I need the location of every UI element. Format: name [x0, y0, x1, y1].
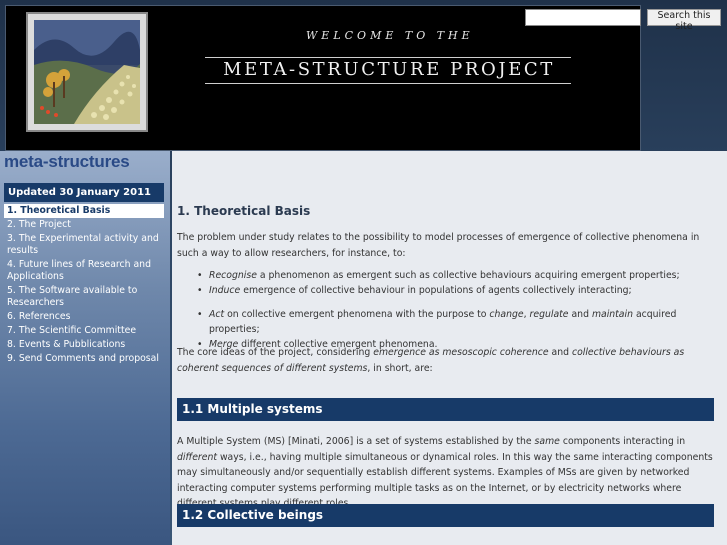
logo-painting	[26, 12, 148, 132]
sidebar-item-send-comments[interactable]: 9. Send Comments and proposal	[7, 353, 159, 364]
list-item: • Induce emergence of collective behaviour in populations of agents collectively interacting;	[197, 283, 717, 298]
title-rule-bottom	[205, 83, 571, 84]
header-banner	[5, 5, 641, 151]
sidebar-item-theoretical-basis[interactable]: 1. Theoretical Basis	[4, 204, 164, 218]
intro-paragraph: The problem under study relates to the possibility to model processes of emergence of collective phenomena in such a way to allow researchers, for instance, to:	[177, 232, 700, 259]
search-button[interactable]: Search this site	[647, 9, 721, 26]
sidebar-item-events[interactable]: 8. Events & Pubblications	[7, 339, 126, 350]
site-name[interactable]: meta-structures	[4, 152, 130, 171]
section-heading-multiple-systems: 1.1 Multiple systems	[177, 398, 714, 421]
bullet-list-1	[197, 268, 717, 298]
sidebar-item-software[interactable]: 5. The Software available to Researchers	[7, 285, 138, 308]
project-title: META-STRUCTURE PROJECT	[223, 59, 555, 80]
title-rule-top	[205, 57, 571, 58]
core-ideas-paragraph: The core ideas of the project, considering emergence as mesoscopic coherence and collective behaviours as coherent sequences of different systems, in short, are:	[177, 347, 685, 374]
sidebar-item-scientific-committee[interactable]: 7. The Scientific Committee	[7, 325, 137, 336]
search-input[interactable]	[525, 9, 641, 26]
multiple-systems-paragraph: A Multiple System (MS) [Minati, 2006] is a set of systems established by the same components interacting in different ways, i.e., having multiple simultaneous or dynamical roles. In this way the same interacting components may simultaneously and/or sequentially establish different systems. Examples of MSs are given by networked interacting computer systems performing multiple tasks as on the Internet, or by electricity networks where	[177, 436, 713, 494]
list-item: • Recognise a phenomenon as emergent such as collective behaviours acquiring emergent properties;	[197, 268, 717, 283]
welcome-text: WELCOME TO THE	[306, 29, 474, 42]
list-item: • Merge different collective emergent phenomena.	[197, 337, 717, 352]
sidebar-item-future-lines[interactable]: 4. Future lines of Research and Applications	[7, 259, 151, 282]
sidebar-item-project[interactable]: 2. The Project	[7, 219, 71, 230]
list-item: • Act on collective emergent phenomena with the purpose to change, regulate and maintain acquired properties;	[197, 307, 717, 337]
updated-banner: Updated 30 January 2011	[4, 183, 164, 202]
sidebar-item-experimental-activity[interactable]: 3. The Experimental activity and results	[7, 233, 159, 256]
painting-image	[34, 20, 140, 124]
page-title: 1. Theoretical Basis	[177, 204, 311, 218]
sidebar-item-references[interactable]: 6. References	[7, 311, 71, 322]
sidebar-nav	[4, 204, 164, 366]
section-heading-collective-beings: 1.2 Collective beings	[177, 504, 714, 527]
